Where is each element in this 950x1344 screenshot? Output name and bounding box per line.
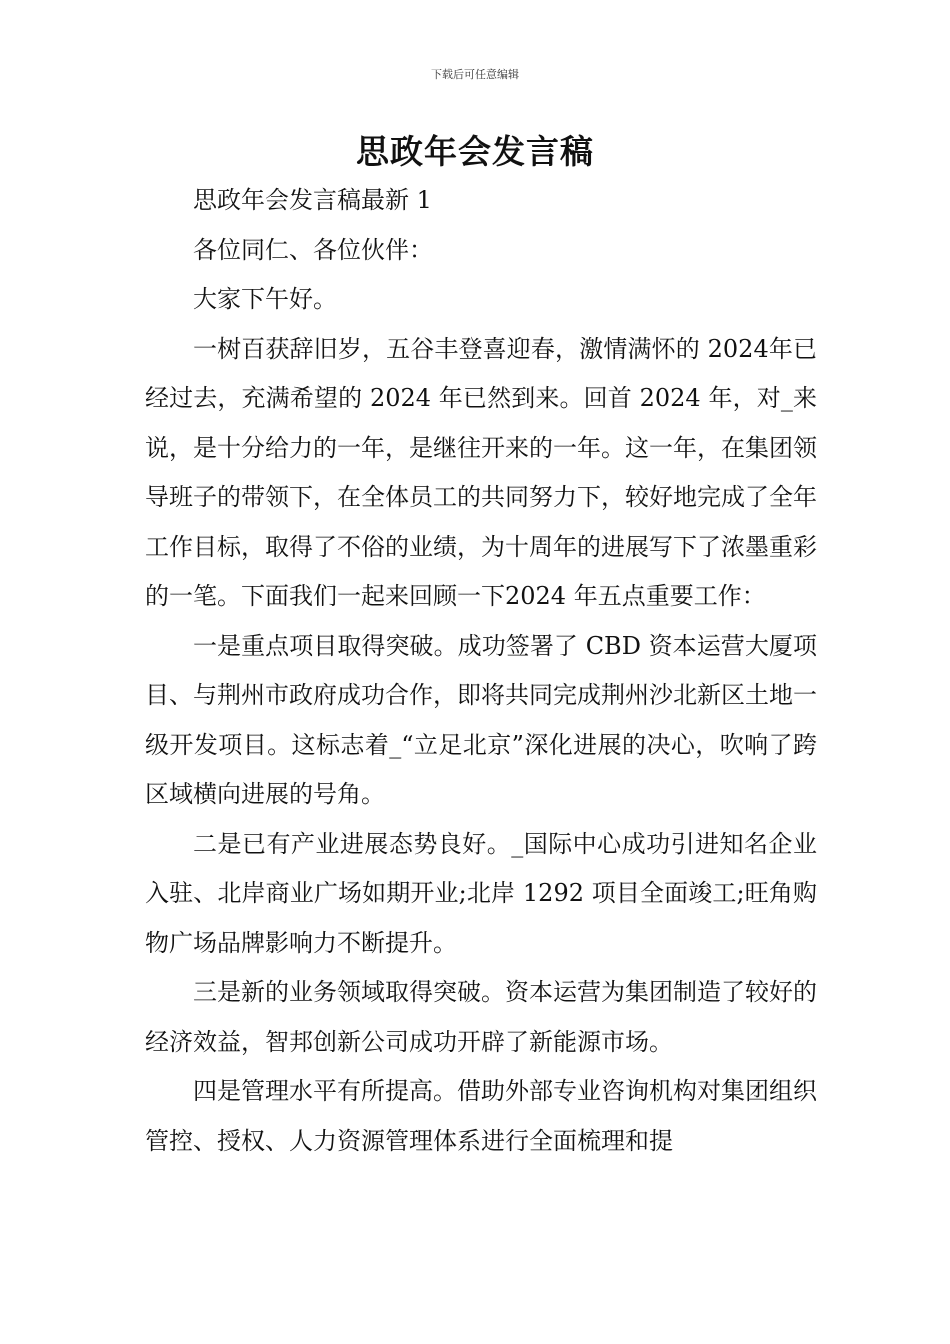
- paragraph-salutation: 各位同仁、各位伙伴：: [193, 235, 433, 264]
- paragraph-subtitle: 思政年会发言稿最新 1: [193, 186, 432, 214]
- header-note: 下载后可任意编辑: [431, 68, 519, 81]
- paragraph-item-one: 一是重点项目取得突破。成功签署了 CBD 资本运营大厦项目、与荆州市政府成功合作，即将共同完成荆州沙北新区土地一级开发项目。这标志着_“立足北京”深化进展的决心，吹响了跨区域横向进展的号角。: [145, 631, 817, 808]
- document-title: 思政年会发言稿: [356, 132, 594, 171]
- paragraph-item-three: 三是新的业务领域取得突破。资本运营为集团制造了较好的经济效益，智邦创新公司成功开辟了新能源市场。: [145, 978, 817, 1056]
- paragraph-item-two: 二是已有产业进展态势良好。_国际中心成功引进知名企业入驻、北岸商业广场如期开业;北岸 1292 项目全面竣工;旺角购物广场品牌影响力不断提升。: [145, 829, 817, 957]
- paragraph-greeting: 大家下午好。: [193, 285, 337, 313]
- document-body: [145, 176, 817, 1166]
- paragraph-item-four: 四是管理水平有所提高。借助外部专业咨询机构对集团组织管控、授权、人力资源管理体系进行全面梳理和提: [145, 1077, 817, 1155]
- paragraph-review: 一树百获辞旧岁，五谷丰登喜迎春，激情满怀的 2024年已经过去，充满希望的 2024 年已然到来。回首 2024 年，对_来说，是十分给力的一年，是继往开来的一年。这一年，在集团领导班子的带领下，在全体员工的共同努力下，较好地完成了全年工作目标，取得了不俗的业绩，为十周年的进展写下了浓墨重彩的一笔。下面我们一起来回顾一下2024 年五点重要工作：: [145, 334, 817, 610]
